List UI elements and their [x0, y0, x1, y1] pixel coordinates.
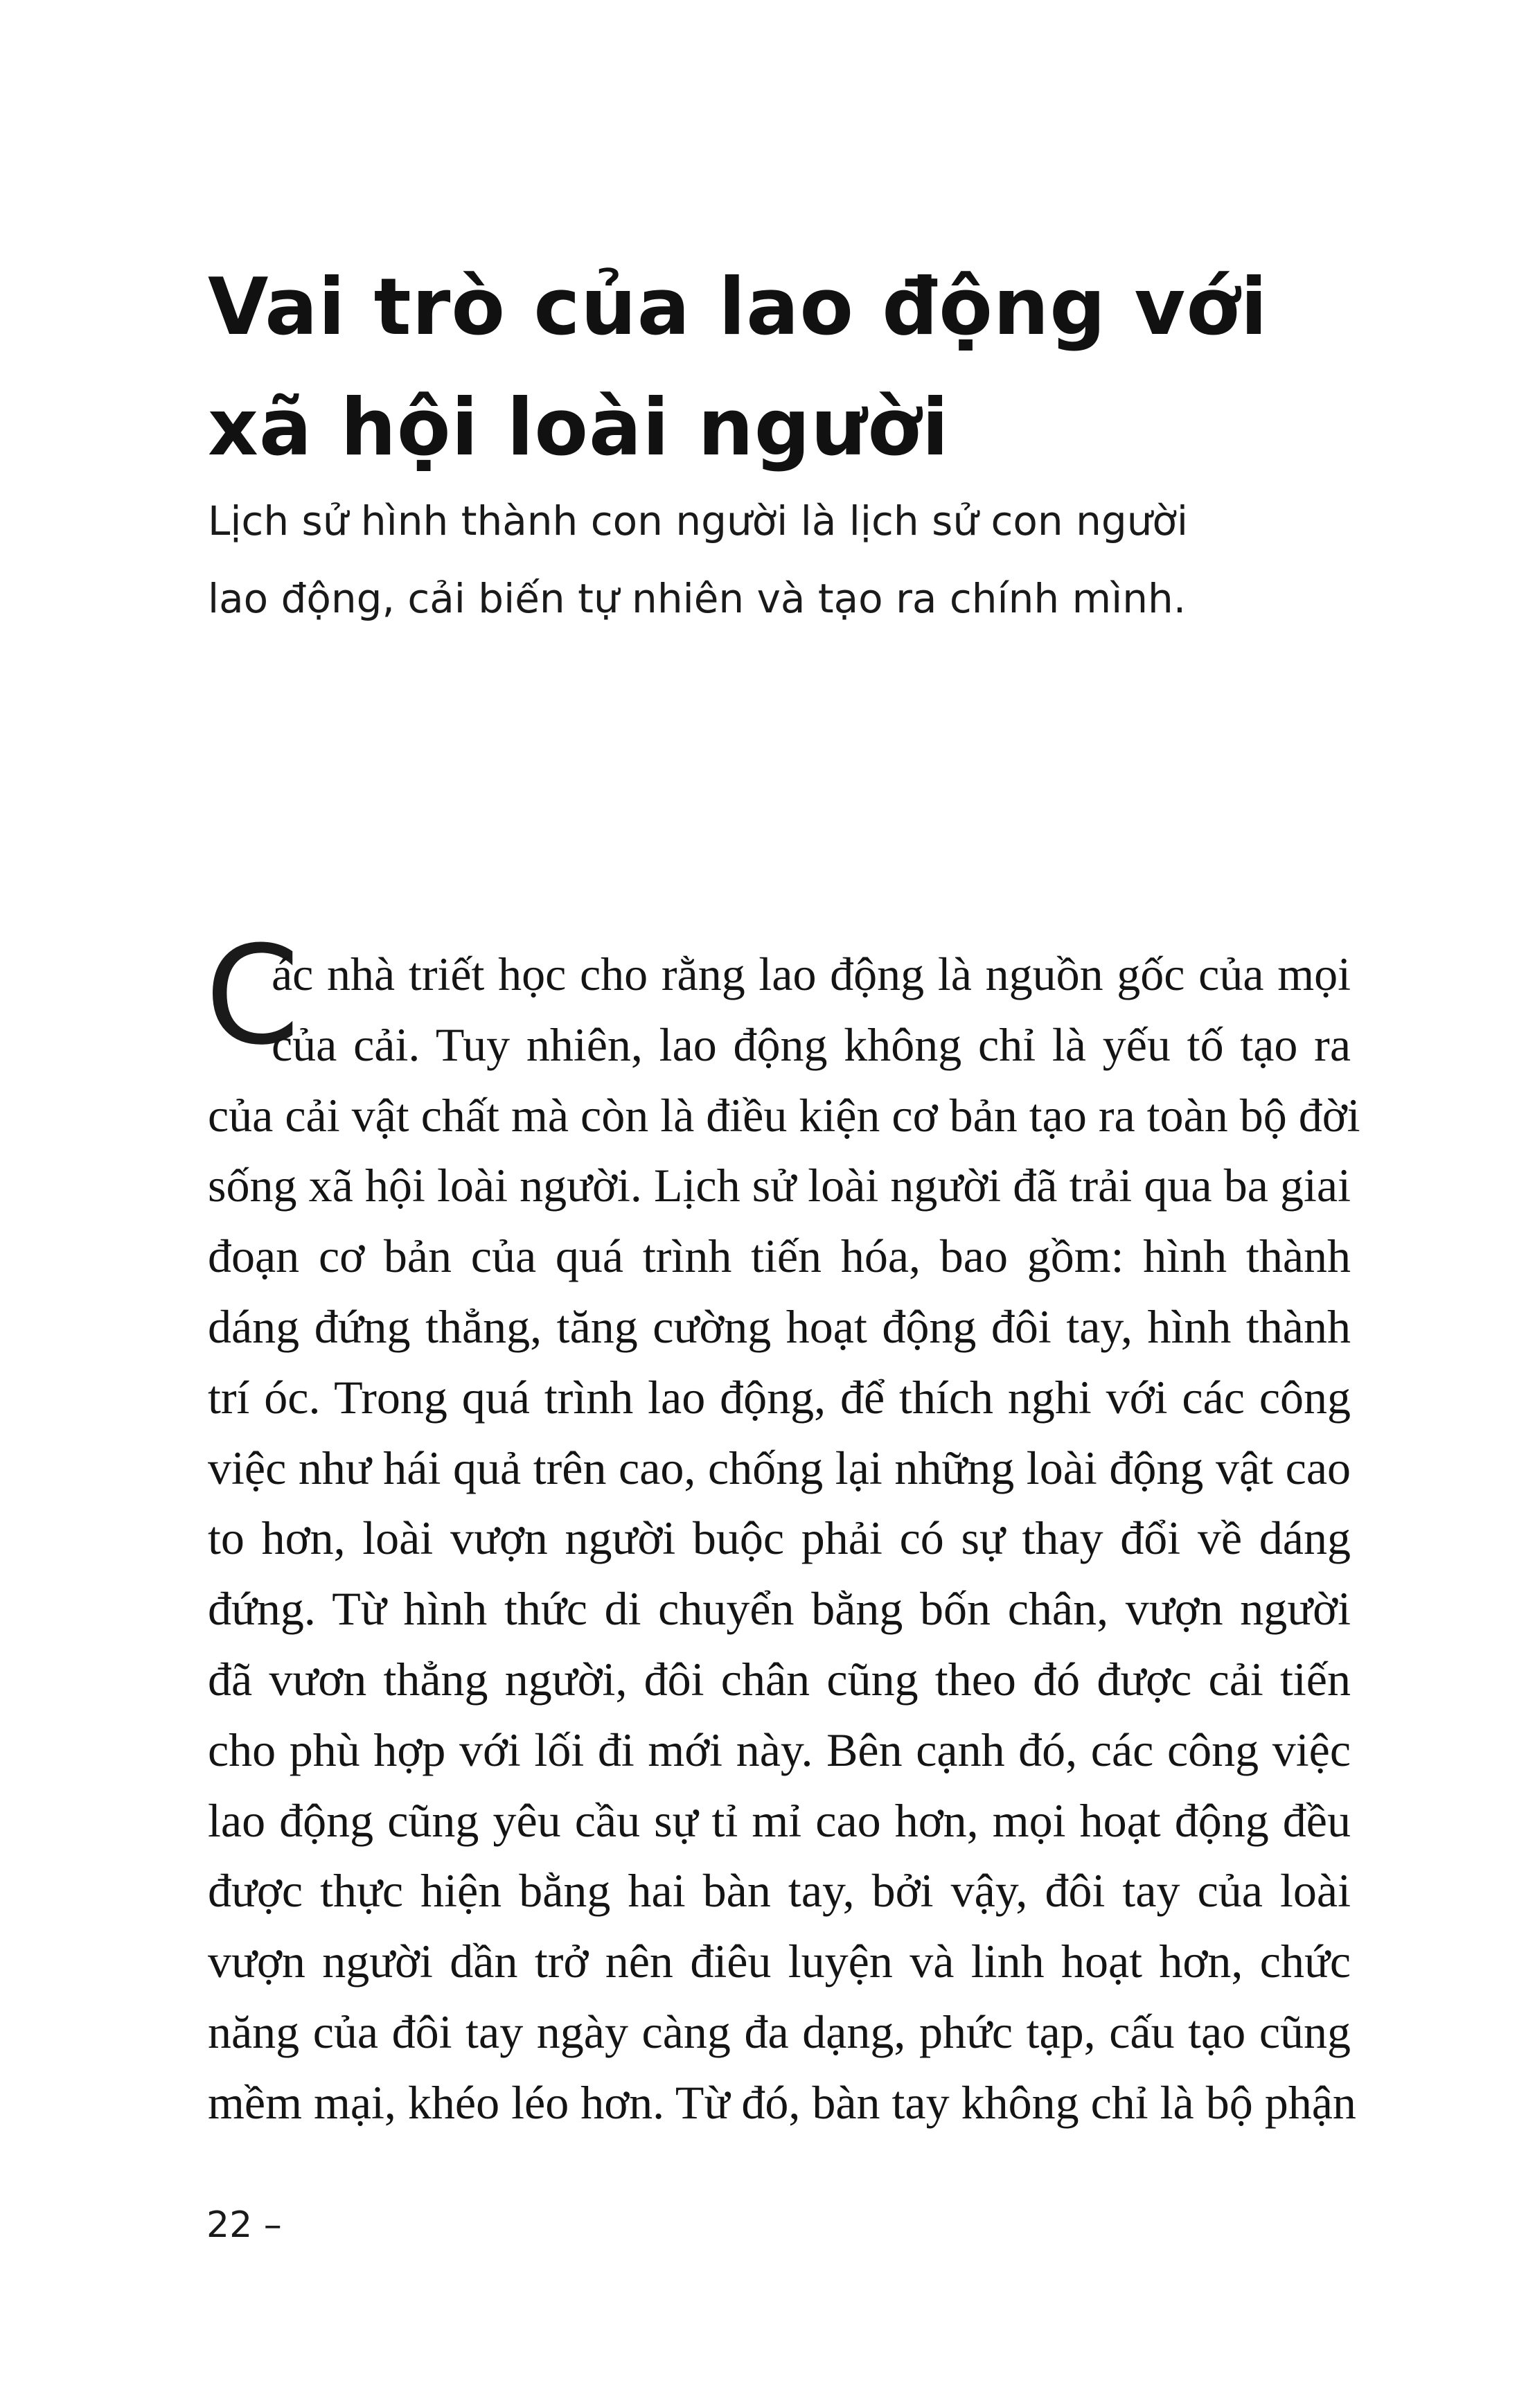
body-line: dáng đứng thẳng, tăng cường hoạt động đôi tay, hình thành [208, 1300, 1351, 1353]
body-line: lao động cũng yêu cầu sự tỉ mỉ cao hơn, mọi hoạt động đều [208, 1794, 1351, 1847]
body-line: đã vươn thẳng người, đôi chân cũng theo đó được cải tiến [208, 1652, 1351, 1706]
chapter-title [208, 247, 1316, 488]
body-line: đoạn cơ bản của quá trình tiến hóa, bao gồm: hình thành [208, 1230, 1351, 1283]
body-line: trí óc. Trong quá trình lao động, để thích nghi với các công [208, 1370, 1351, 1424]
body-line: việc như hái quả trên cao, chống lại những loài động vật cao [208, 1441, 1351, 1494]
body-line: của cải. Tuy nhiên, lao động không chỉ là yếu tố tạo ra [272, 1018, 1351, 1071]
chapter-subtitle [208, 482, 1372, 637]
body-line: được thực hiện bằng hai bàn tay, bởi vậy, đôi tay của loài [208, 1864, 1351, 1918]
body-line: sống xã hội loài người. Lịch sử loài người đã trải qua ba giai [208, 1159, 1351, 1212]
chapter-title-line-2: xã hội loài người [208, 382, 950, 473]
body-line: ác nhà triết học cho rằng lao động là nguồn gốc của mọi [272, 948, 1351, 1000]
body-paragraph [208, 939, 1360, 2139]
body-line: to hơn, loài vượn người buộc phải có sự thay đổi về dáng [208, 1512, 1351, 1565]
body-line: của cải vật chất mà còn là điều kiện cơ bản tạo ra toàn bộ đời [208, 1088, 1360, 1142]
body-line: cho phù hợp với lối đi mới này. Bên cạnh đó, các công việc [208, 1723, 1351, 1776]
body-line: mềm mại, khéo léo hơn. Từ đó, bàn tay không chỉ là bộ phận [208, 2075, 1356, 2129]
subtitle-line-1: Lịch sử hình thành con người là lịch sử con người [208, 497, 1189, 545]
body-line: đứng. Từ hình thức di chuyển bằng bốn chân, vượn người [208, 1582, 1351, 1636]
page-number: 22 – [206, 2204, 282, 2246]
chapter-title-line-1: Vai trò của lao động với [208, 261, 1268, 353]
body-line: vượn người dần trở nên điêu luyện và linh hoạt hơn, chức [208, 1935, 1351, 1988]
drop-cap: C [205, 917, 300, 1075]
body-line: năng của đôi tay ngày càng đa dạng, phức tạp, cấu tạo cũng [208, 2005, 1351, 2058]
subtitle-line-2: lao động, cải biến tự nhiên và tạo ra chính mình. [208, 575, 1187, 622]
